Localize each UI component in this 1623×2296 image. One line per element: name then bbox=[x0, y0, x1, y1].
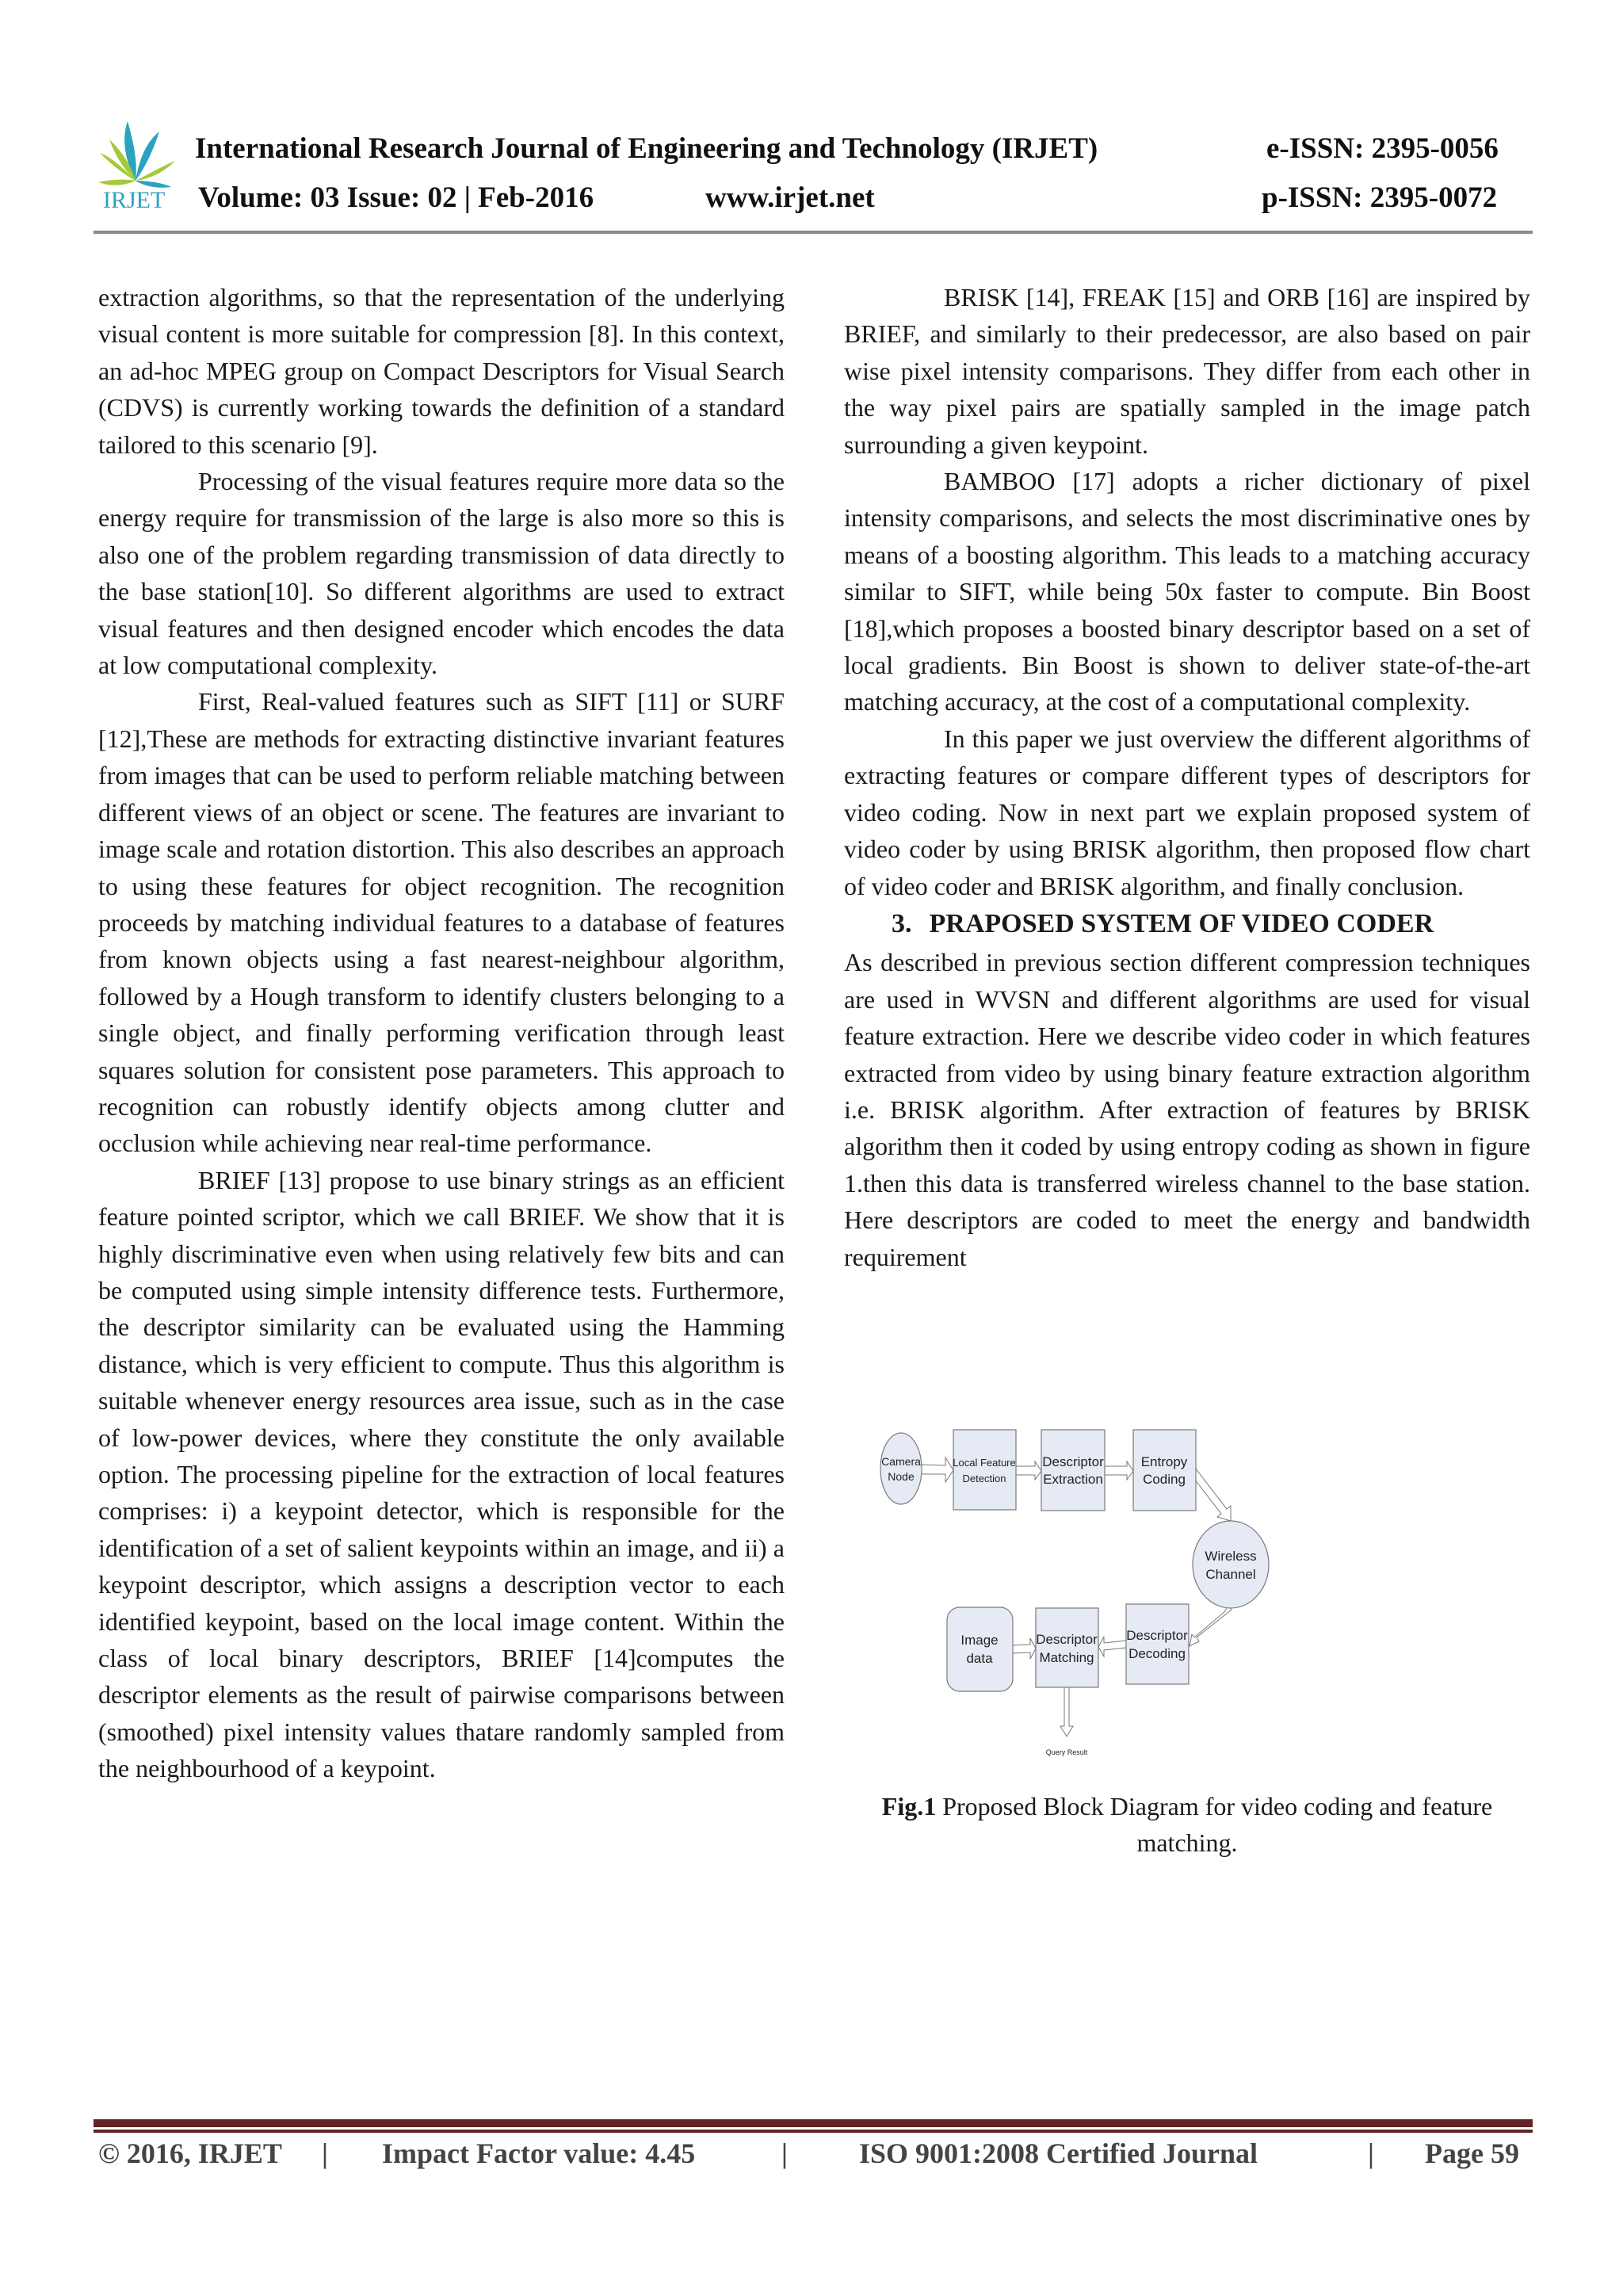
arrow-icon bbox=[922, 1457, 953, 1482]
footer-bar bbox=[94, 2119, 1533, 2127]
svg-text:Local Feature: Local Feature bbox=[953, 1457, 1016, 1469]
svg-text:Camera: Camera bbox=[881, 1455, 921, 1468]
footer-separator: | bbox=[322, 2137, 328, 2169]
header-rule bbox=[94, 231, 1533, 234]
svg-text:data: data bbox=[966, 1651, 993, 1666]
svg-text:Decoding: Decoding bbox=[1128, 1646, 1186, 1661]
journal-logo bbox=[92, 117, 179, 216]
figure-label: Fig.1 bbox=[881, 1792, 937, 1820]
figure-caption bbox=[844, 1788, 1530, 1862]
arrow-icon bbox=[1060, 1687, 1073, 1736]
paragraph: BRISK [14], FREAK [15] and ORB [16] are inspired by BRIEF, and similarly to their predecessor, are also based on pair wise pixel intensity comparisons. They differ from each other in the way pixel pairs are spatially sampled in the image patch surrounding a given keypoint. bbox=[844, 283, 1530, 459]
figure-caption-text: Proposed Block Diagram for video coding and feature matching. bbox=[936, 1792, 1493, 1858]
svg-text:Descriptor: Descriptor bbox=[1036, 1632, 1098, 1647]
node-descriptor-decoding bbox=[1126, 1604, 1189, 1684]
left-column bbox=[98, 279, 785, 1787]
page-number: Page 59 bbox=[1425, 2137, 1519, 2169]
arrow-icon bbox=[1190, 1605, 1232, 1646]
paragraph: extraction algorithms, so that the representation of the underlying visual content is more suitable for compression [8]. In this context, an ad-hoc MPEG group on Compact Descriptors for Visual Search (CDVS) is currently working towards the definition of a standard tailored to this scenario [9]. bbox=[98, 283, 785, 459]
node-descriptor-matching bbox=[1036, 1608, 1098, 1687]
volume-issue: Volume: 03 Issue: 02 | Feb-2016 bbox=[198, 181, 594, 214]
footer-iso: ISO 9001:2008 Certified Journal bbox=[859, 2137, 1258, 2169]
arrow-icon bbox=[1016, 1461, 1041, 1480]
section-number: 3. bbox=[892, 908, 912, 938]
footer-separator: | bbox=[781, 2137, 788, 2169]
section-heading bbox=[844, 906, 1530, 942]
query-result-label: Query Result bbox=[1045, 1748, 1088, 1756]
svg-text:Wireless: Wireless bbox=[1205, 1549, 1257, 1564]
paragraph: Processing of the visual features require more data so the energy require for transmission of the large is also more so this is also one of the problem regarding transmission of data directly to the base station[10]. So different algorithms are used to extract visual features and then designed encoder which encodes the data at low computational complexity. bbox=[98, 467, 785, 680]
journal-title: International Research Journal of Engineering and Technology (IRJET) bbox=[195, 132, 1098, 165]
footer-separator: | bbox=[1368, 2137, 1374, 2169]
page-footer bbox=[98, 2132, 1533, 2179]
node-wireless-channel bbox=[1193, 1521, 1269, 1608]
svg-text:Image: Image bbox=[960, 1633, 999, 1648]
svg-text:Coding: Coding bbox=[1143, 1472, 1186, 1487]
svg-text:Node: Node bbox=[888, 1470, 915, 1483]
footer-impact-factor: Impact Factor value: 4.45 bbox=[382, 2137, 696, 2169]
eissn: e-ISSN: 2395-0056 bbox=[1266, 132, 1499, 165]
node-camera bbox=[880, 1433, 922, 1504]
svg-text:Entropy: Entropy bbox=[1140, 1454, 1188, 1469]
node-descriptor-extraction bbox=[1041, 1430, 1105, 1511]
svg-text:Descriptor: Descriptor bbox=[1126, 1628, 1188, 1643]
block-diagram bbox=[872, 1411, 1506, 1783]
paragraph: In this paper we just overview the different algorithms of extracting features or compare different types of descriptors for video coding. Now in next part we explain proposed system of video coder by using BRISK algorithm, then proposed flow chart of video coder and BRISK algorithm, and finally conclusion. bbox=[844, 724, 1530, 900]
paragraph: First, Real-valued features such as SIFT [11] or SURF [12],These are methods for extracting distinctive invariant features from images that can be used to perform reliable matching between different views of an object or scene. The features are invariant to image scale and rotation distortion. This also describes an approach to using these features for object recognition. The recognition proceeds by matching individual features to a database of features from known objects using a fast nearest-neighbour algorithm, followed by a Hough transform to identify clusters belonging to a single object, and finally performing verification through least squares solution for consistent pose parameters. This approach to recognition can robustly identify objects among clutter and occlusion while achieving near real-time performance. bbox=[98, 687, 785, 1158]
footer-copyright: © 2016, IRJET bbox=[98, 2137, 282, 2169]
pissn: p-ISSN: 2395-0072 bbox=[1262, 181, 1498, 214]
paragraph: BRIEF [13] propose to use binary strings as an efficient feature pointed scriptor, which we call BRIEF. We show that it is highly discriminative even when using relatively few bits and can be computed using simple intensity difference tests. Furthermore, the descriptor similarity can be evaluated using the Hamming distance, which is very efficient to compute. Thus this algorithm is suitable whenever energy resources area issue, such as in the case of low-power devices, where they constitute the only available option. The processing pipeline for the extraction of local features comprises: i) a keypoint detector, which is responsible for the identification of a set of salient keypoints within an image, and ii) a keypoint descriptor, which assigns a description vector to each identified keypoint, based on the local image content. Within the class of local binary descriptors, BRIEF [14]computes the descriptor elements as the result of pairwise comparisons between (smoothed) pixel intensity values thatare randomly sampled from the neighbourhood of a keypoint. bbox=[98, 1165, 785, 1783]
paragraph: As described in previous section different compression techniques are used in WVSN and different algorithms are used for visual feature extraction. Here we describe video coder in which features extracted from video by using binary feature extraction algorithm i.e. BRISK algorithm. After extraction of features by BRISK algorithm then it coded by using entropy coding as shown in figure 1.then this data is transferred wireless channel to the base station. Here descriptors are coded to meet the energy and bandwidth requirement bbox=[844, 948, 1530, 1271]
svg-text:Matching: Matching bbox=[1039, 1650, 1094, 1665]
svg-text:Extraction: Extraction bbox=[1043, 1472, 1103, 1487]
node-image-data bbox=[947, 1607, 1013, 1691]
paragraph: BAMBOO [17] adopts a richer dictionary of pixel intensity comparisons, and selects the most discriminative ones by means of a boosting algorithm. This leads to a matching accuracy similar to SIFT, while being 50x faster to compute. Bin Boost [18],which proposes a boosted binary descriptor based on a set of local gradients. Bin Boost is shown to deliver state-of-the-art matching accuracy, at the cost of a computational complexity. bbox=[844, 467, 1530, 716]
node-entropy-coding bbox=[1133, 1430, 1196, 1511]
arrow-icon bbox=[1105, 1461, 1133, 1480]
arrow-icon bbox=[1098, 1637, 1126, 1656]
right-column bbox=[844, 279, 1530, 1275]
section-title: PRAPOSED SYSTEM OF VIDEO CODER bbox=[929, 908, 1434, 938]
svg-text:Detection: Detection bbox=[962, 1473, 1006, 1484]
arrow-icon bbox=[1013, 1638, 1036, 1659]
svg-text:Channel: Channel bbox=[1205, 1567, 1256, 1582]
node-local-feature-detection bbox=[953, 1430, 1016, 1510]
svg-text:Descriptor: Descriptor bbox=[1042, 1454, 1104, 1469]
website-link[interactable]: www.irjet.net bbox=[705, 181, 875, 214]
logo-text: IRJET bbox=[103, 187, 166, 213]
